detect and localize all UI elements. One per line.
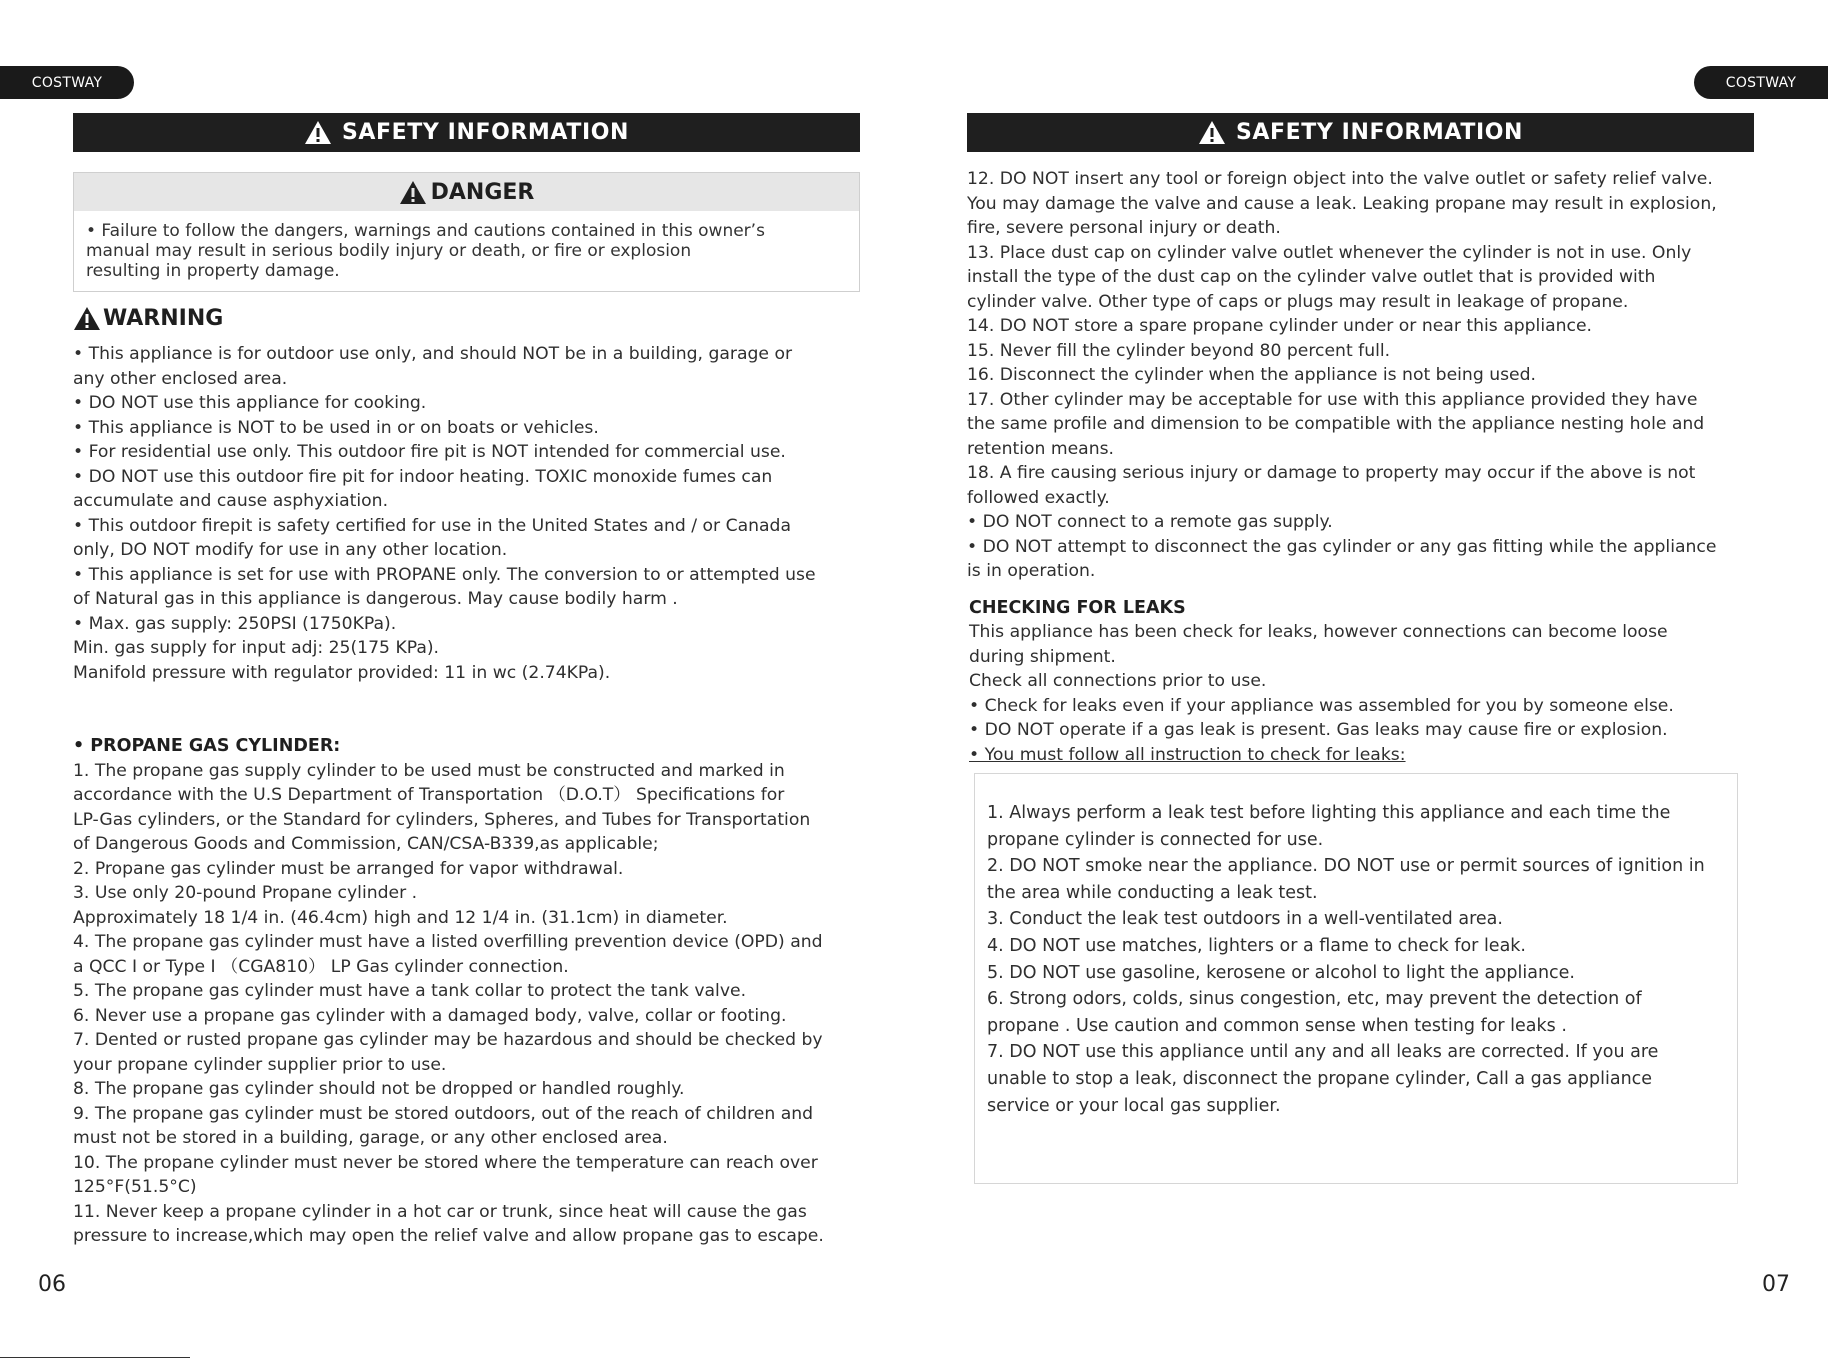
section-title: SAFETY INFORMATION <box>341 120 630 145</box>
text-line: 6. Never use a propane gas cylinder with a damaged body, valve, collar or footing. <box>73 1005 787 1026</box>
warning-triangle-icon <box>1198 120 1226 145</box>
text-line: Manifold pressure with regulator provided: 11 in wc (2.74KPa). <box>73 662 611 683</box>
text-line: 16. Disconnect the cylinder when the appliance is not being used. <box>967 365 1536 385</box>
text-line: • DO NOT connect to a remote gas supply. <box>967 512 1333 532</box>
text-line: 7. Dented or rusted propane gas cylinder may be hazardous and should be checked by <box>73 1030 823 1050</box>
text-line: 1. Always perform a leak test before lighting this appliance and each time the <box>987 803 1671 823</box>
text-line: propane . Use caution and common sense when testing for leaks . <box>987 1015 1567 1036</box>
text-line: 14. DO NOT store a spare propane cylinder under or near this appliance. <box>967 316 1593 336</box>
danger-title: DANGER <box>430 179 535 205</box>
propane-list <box>73 759 860 1249</box>
page-number-left: 06 <box>38 1272 66 1297</box>
text-line: 8. The propane gas cylinder should not be dropped or handled roughly. <box>73 1079 685 1099</box>
text-line: • For residential use only. This outdoor fire pit is NOT intended for commercial use. <box>73 442 786 462</box>
warning-triangle-icon <box>304 120 332 145</box>
text-line: • DO NOT attempt to disconnect the gas cylinder or any gas fitting while the appliance <box>967 536 1717 557</box>
text-line: unable to stop a leak, disconnect the propane cylinder, Call a gas appliance <box>987 1068 1653 1089</box>
text-line: must not be stored in a building, garage, or any other enclosed area. <box>73 1128 668 1148</box>
text-line: 9. The propane gas cylinder must be stored outdoors, out of the reach of children and <box>73 1103 814 1124</box>
text-line: of Natural gas in this appliance is dangerous. May cause bodily harm . <box>73 589 678 609</box>
text-line: • Max. gas supply: 250PSI (1750KPa). <box>73 613 397 634</box>
left-page <box>73 113 860 1249</box>
page-number-right: 07 <box>1762 1272 1790 1297</box>
text-line: 2. Propane gas cylinder must be arranged for vapor withdrawal. <box>73 858 624 879</box>
text-line: Approximately 18 1/4 in. (46.4cm) high and 12 1/4 in. (31.1cm) in diameter. <box>73 907 728 928</box>
text-line: • This appliance is for outdoor use only, and should NOT be in a building, garage or <box>73 344 793 364</box>
text-line: pressure to increase,which may open the relief valve and allow propane gas to escape. <box>73 1226 824 1246</box>
text-line: the same profile and dimension to be compatible with the appliance nesting hole and <box>967 414 1705 434</box>
leak-test-box <box>974 773 1738 1184</box>
text-line: • This appliance is set for use with PROPANE only. The conversion to or attempted use <box>73 564 816 585</box>
text-line: 4. DO NOT use matches, lighters or a flame to check for leak. <box>987 935 1526 956</box>
brand-tab-left <box>0 66 134 99</box>
text-line: • Check for leaks even if your appliance was assembled for you by someone else. <box>969 695 1674 716</box>
text-line: 5. DO NOT use gasoline, kerosene or alcohol to light the appliance. <box>987 962 1575 983</box>
text-line: your propane cylinder supplier prior to use. <box>73 1054 447 1075</box>
text-line: fire, severe personal injury or death. <box>967 218 1281 238</box>
text-line: resulting in property damage. <box>86 261 340 281</box>
text-line: • DO NOT use this outdoor fire pit for indoor heating. TOXIC monoxide fumes can <box>73 466 773 487</box>
right-page <box>967 113 1754 1184</box>
bottom-rule <box>0 1357 190 1358</box>
text-line: 17. Other cylinder may be acceptable for use with this appliance provided they have <box>967 389 1698 410</box>
text-line: any other enclosed area. <box>73 368 288 389</box>
danger-text <box>74 211 859 291</box>
text-line: a QCC I or Type I （CGA810） LP Gas cylinder connection. <box>73 956 569 977</box>
text-line: You may damage the valve and cause a leak. Leaking propane may result in explosion, <box>967 193 1717 214</box>
text-line: 6. Strong odors, colds, sinus congestion, etc, may prevent the detection of <box>987 989 1642 1010</box>
brand-label: COSTWAY <box>31 74 103 91</box>
leaks-intro <box>969 620 1754 767</box>
text-line: Check all connections prior to use. <box>969 671 1267 691</box>
text-line: is in operation. <box>967 561 1096 581</box>
text-line: 3. Use only 20-pound Propane cylinder . <box>73 883 418 903</box>
text-line: • You must follow all instruction to check for leaks: <box>969 744 1406 765</box>
section-title: SAFETY INFORMATION <box>1235 120 1524 145</box>
text-line: retention means. <box>967 438 1115 459</box>
danger-box <box>73 172 860 292</box>
text-line: 3. Conduct the leak test outdoors in a well-ventilated area. <box>987 909 1503 930</box>
text-line: LP-Gas cylinders, or the Standard for cylinders, Spheres, and Tubes for Transportation <box>73 809 811 830</box>
text-line: service or your local gas supplier. <box>987 1095 1281 1116</box>
text-line: Min. gas supply for input adj: 25(175 KPa). <box>73 638 440 658</box>
text-line: 13. Place dust cap on cylinder valve outlet whenever the cylinder is not in use. Only <box>967 242 1692 263</box>
text-line: propane cylinder is connected for use. <box>987 829 1324 850</box>
text-line: 11. Never keep a propane cylinder in a hot car or trunk, since heat will cause the gas <box>73 1201 807 1222</box>
text-line: • Failure to follow the dangers, warnings and cautions contained in this owner’s <box>86 221 765 241</box>
text-line: during shipment. <box>969 646 1116 667</box>
text-line: This appliance has been check for leaks, however connections can become loose <box>969 622 1668 642</box>
brand-tab-right <box>1694 66 1828 99</box>
text-line: 4. The propane gas cylinder must have a listed overfilling prevention device (OPD) and <box>73 932 823 952</box>
warning-triangle-icon <box>399 180 427 205</box>
text-line: install the type of the dust cap on the cylinder valve outlet that is provided with <box>967 267 1656 287</box>
text-line: • This outdoor firepit is safety certified for use in the United States and / or Canada <box>73 515 791 536</box>
text-line: followed exactly. <box>967 487 1110 508</box>
text-line: of Dangerous Goods and Commission, CAN/CSA-B339,as applicable; <box>73 834 659 854</box>
leaks-heading: CHECKING FOR LEAKS <box>969 597 1186 618</box>
text-line: accumulate and cause asphyxiation. <box>73 491 389 511</box>
text-line: 5. The propane gas cylinder must have a tank collar to protect the tank valve. <box>73 981 747 1001</box>
text-line: 125°F(51.5°C) <box>73 1177 197 1197</box>
text-line: 10. The propane cylinder must never be stored where the temperature can reach over <box>73 1152 818 1173</box>
propane-heading: • PROPANE GAS CYLINDER: <box>73 736 341 756</box>
warning-triangle-icon <box>73 306 101 331</box>
section-header <box>967 113 1754 152</box>
text-line: 12. DO NOT insert any tool or foreign object into the valve outlet or safety relief valve. <box>967 169 1713 189</box>
text-line: 1. The propane gas supply cylinder to be used must be constructed and marked in <box>73 760 785 781</box>
warning-title: WARNING <box>103 305 224 331</box>
text-line: 2. DO NOT smoke near the appliance. DO NOT use or permit sources of ignition in <box>987 856 1705 877</box>
danger-header <box>74 173 859 211</box>
text-line: • DO NOT operate if a gas leak is present. Gas leaks may cause fire or explosion. <box>969 720 1668 740</box>
text-line: the area while conducting a leak test. <box>987 882 1318 903</box>
section-header <box>73 113 860 152</box>
text-line: • This appliance is NOT to be used in or on boats or vehicles. <box>73 417 599 438</box>
warning-header <box>73 302 860 334</box>
warning-list <box>73 342 860 685</box>
text-line: only, DO NOT modify for use in any other location. <box>73 540 508 560</box>
cylinder-items <box>967 167 1754 584</box>
text-line: manual may result in serious bodily injury or death, or fire or explosion <box>86 241 692 261</box>
text-line: accordance with the U.S Department of Transportation （D.O.T） Specifications for <box>73 785 785 805</box>
text-line: 15. Never fill the cylinder beyond 80 percent full. <box>967 340 1391 361</box>
text-line: 18. A fire causing serious injury or damage to property may occur if the above is not <box>967 463 1696 483</box>
text-line: cylinder valve. Other type of caps or plugs may result in leakage of propane. <box>967 291 1629 312</box>
text-line: • DO NOT use this appliance for cooking. <box>73 393 427 413</box>
brand-label: COSTWAY <box>1725 74 1797 91</box>
text-line: 7. DO NOT use this appliance until any and all leaks are corrected. If you are <box>987 1042 1659 1063</box>
